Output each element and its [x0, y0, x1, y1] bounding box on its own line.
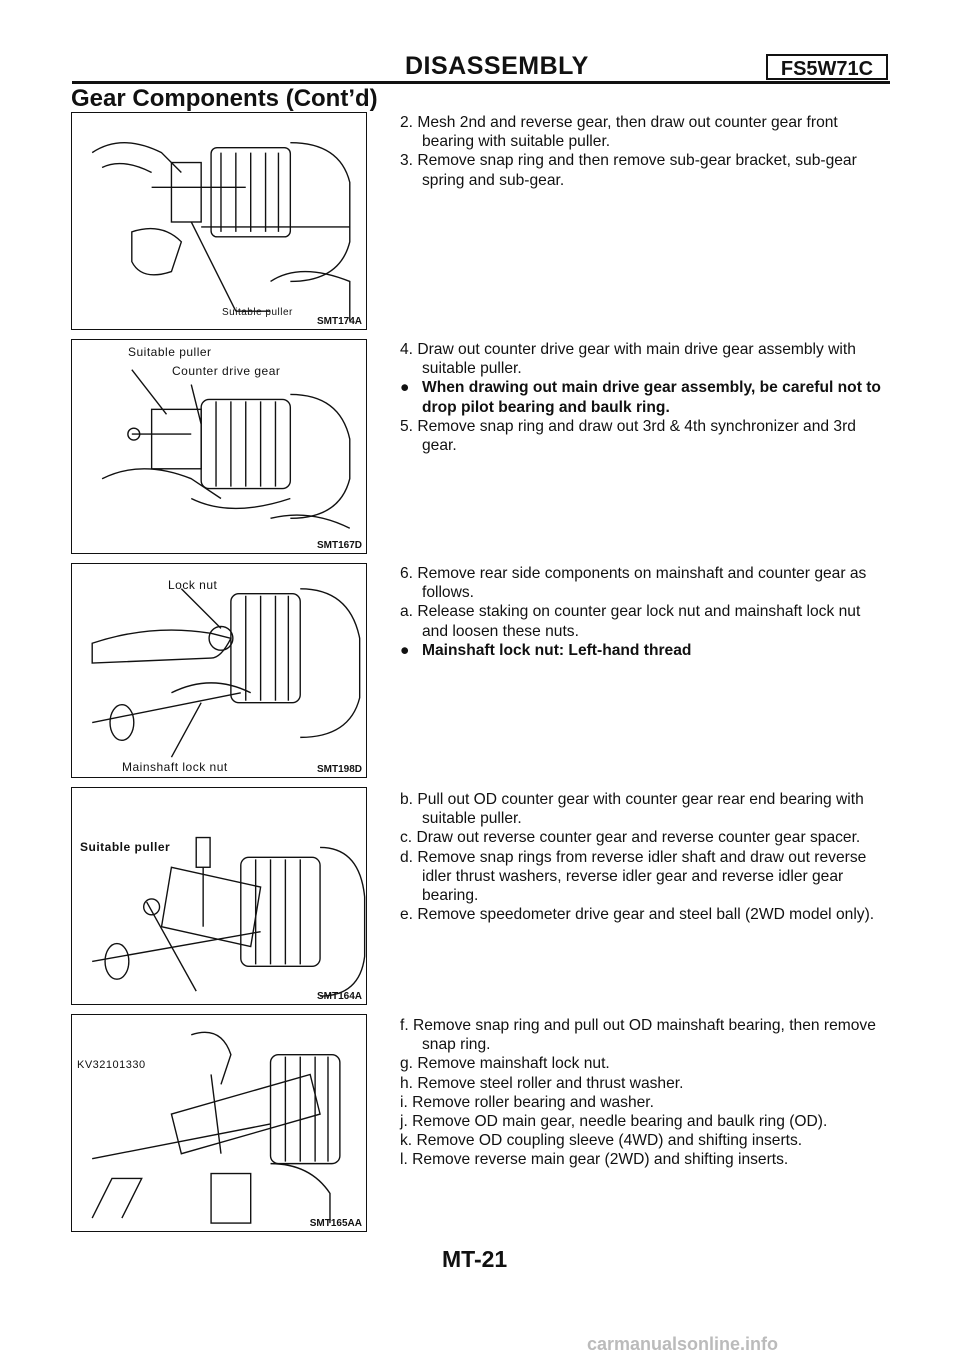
step-e: e. Remove speedometer drive gear and steel ball (2WD model only). — [400, 906, 875, 924]
step-h: h. Remove steel roller and thrust washer. — [400, 1074, 684, 1092]
figure-smt174a — [71, 112, 367, 330]
figure-smt165aa — [71, 1014, 367, 1232]
step-b: b. Pull out OD counter gear with counter gear rear end bearing with suitable puller. — [400, 791, 864, 828]
watermark-footer: carmanualsonline.info — [587, 1334, 779, 1354]
od-counter-gear-puller-illustration — [72, 788, 366, 1004]
thread-note — [400, 641, 890, 660]
od-mainshaft-bearing-puller-illustration — [72, 1015, 366, 1231]
section-title: DISASSEMBLY — [405, 52, 589, 80]
figure-code: SMT174A — [316, 316, 362, 327]
instruction-block-1 — [400, 113, 890, 190]
instruction-block-4 — [400, 790, 890, 924]
figure-code: SMT165AA — [309, 1218, 362, 1229]
page-subtitle: Gear Components (Cont’d) — [71, 85, 378, 112]
figure-code: SMT198D — [316, 764, 362, 775]
instruction-block-3 — [400, 564, 890, 660]
step-l: l. Remove reverse main gear (2WD) and shifting inserts. — [400, 1151, 789, 1169]
lock-nut-illustration — [72, 564, 366, 777]
figure-label: Suitable puller — [128, 345, 212, 359]
figure-smt198d — [71, 563, 367, 778]
step-g: g. Remove mainshaft lock nut. — [400, 1055, 610, 1073]
step-6: 6. Remove rear side components on mainshaft and counter gear as follows. — [400, 565, 867, 602]
step-f: f. Remove snap ring and pull out OD mainshaft bearing, then remove snap ring. — [400, 1017, 876, 1054]
model-code-badge: FS5W71C — [766, 54, 888, 80]
puller-illustration — [72, 113, 366, 329]
step-c: c. Draw out reverse counter gear and reverse counter gear spacer. — [400, 829, 861, 847]
header-rule — [72, 81, 890, 84]
bullet-icon: ● — [400, 641, 410, 659]
figure-smt164a — [71, 787, 367, 1005]
step-5: 5. Remove snap ring and draw out 3rd & 4th synchronizer and 3rd gear. — [400, 417, 856, 455]
step-2: 2. Mesh 2nd and reverse gear, then draw out counter gear front bearing with suitable puller. — [400, 114, 838, 151]
instruction-block-5 — [400, 1016, 890, 1170]
figure-label: Lock nut — [168, 578, 218, 592]
figure-label: Suitable puller — [222, 307, 293, 318]
step-4: 4. Draw out counter drive gear with main drive gear assembly with suitable puller. — [400, 341, 856, 378]
figure-label: Suitable puller — [80, 840, 171, 854]
instruction-block-2 — [400, 340, 890, 455]
figure-code: SMT167D — [316, 540, 362, 551]
figure-label: Mainshaft lock nut — [122, 760, 228, 774]
figure-code: SMT164A — [316, 991, 362, 1002]
step-k: k. Remove OD coupling sleeve (4WD) and shifting inserts. — [400, 1132, 803, 1150]
page-number: MT-21 — [442, 1246, 508, 1272]
figure-label: Counter drive gear — [172, 364, 281, 378]
caution-text: When drawing out main drive gear assembly, be careful not to drop pilot bearing and baulk ring. — [422, 379, 881, 416]
bullet-icon: ● — [400, 379, 410, 397]
thread-note-text: Mainshaft lock nut: Left-hand thread — [422, 641, 692, 659]
step-d: d. Remove snap rings from reverse idler shaft and draw out reverse idler thrust washers, reverse idler gear and reverse idler gear bearing. — [400, 848, 867, 905]
figure-label: KV32101330 — [77, 1059, 146, 1071]
caution-note — [400, 378, 890, 416]
step-i: i. Remove roller bearing and washer. — [400, 1093, 654, 1111]
step-a: a. Release staking on counter gear lock nut and mainshaft lock nut and loosen these nuts. — [400, 603, 861, 640]
step-3: 3. Remove snap ring and then remove sub-gear bracket, sub-gear spring and sub-gear. — [400, 152, 857, 189]
figure-smt167d — [71, 339, 367, 554]
step-j: j. Remove OD main gear, needle bearing and baulk ring (OD). — [400, 1113, 828, 1131]
